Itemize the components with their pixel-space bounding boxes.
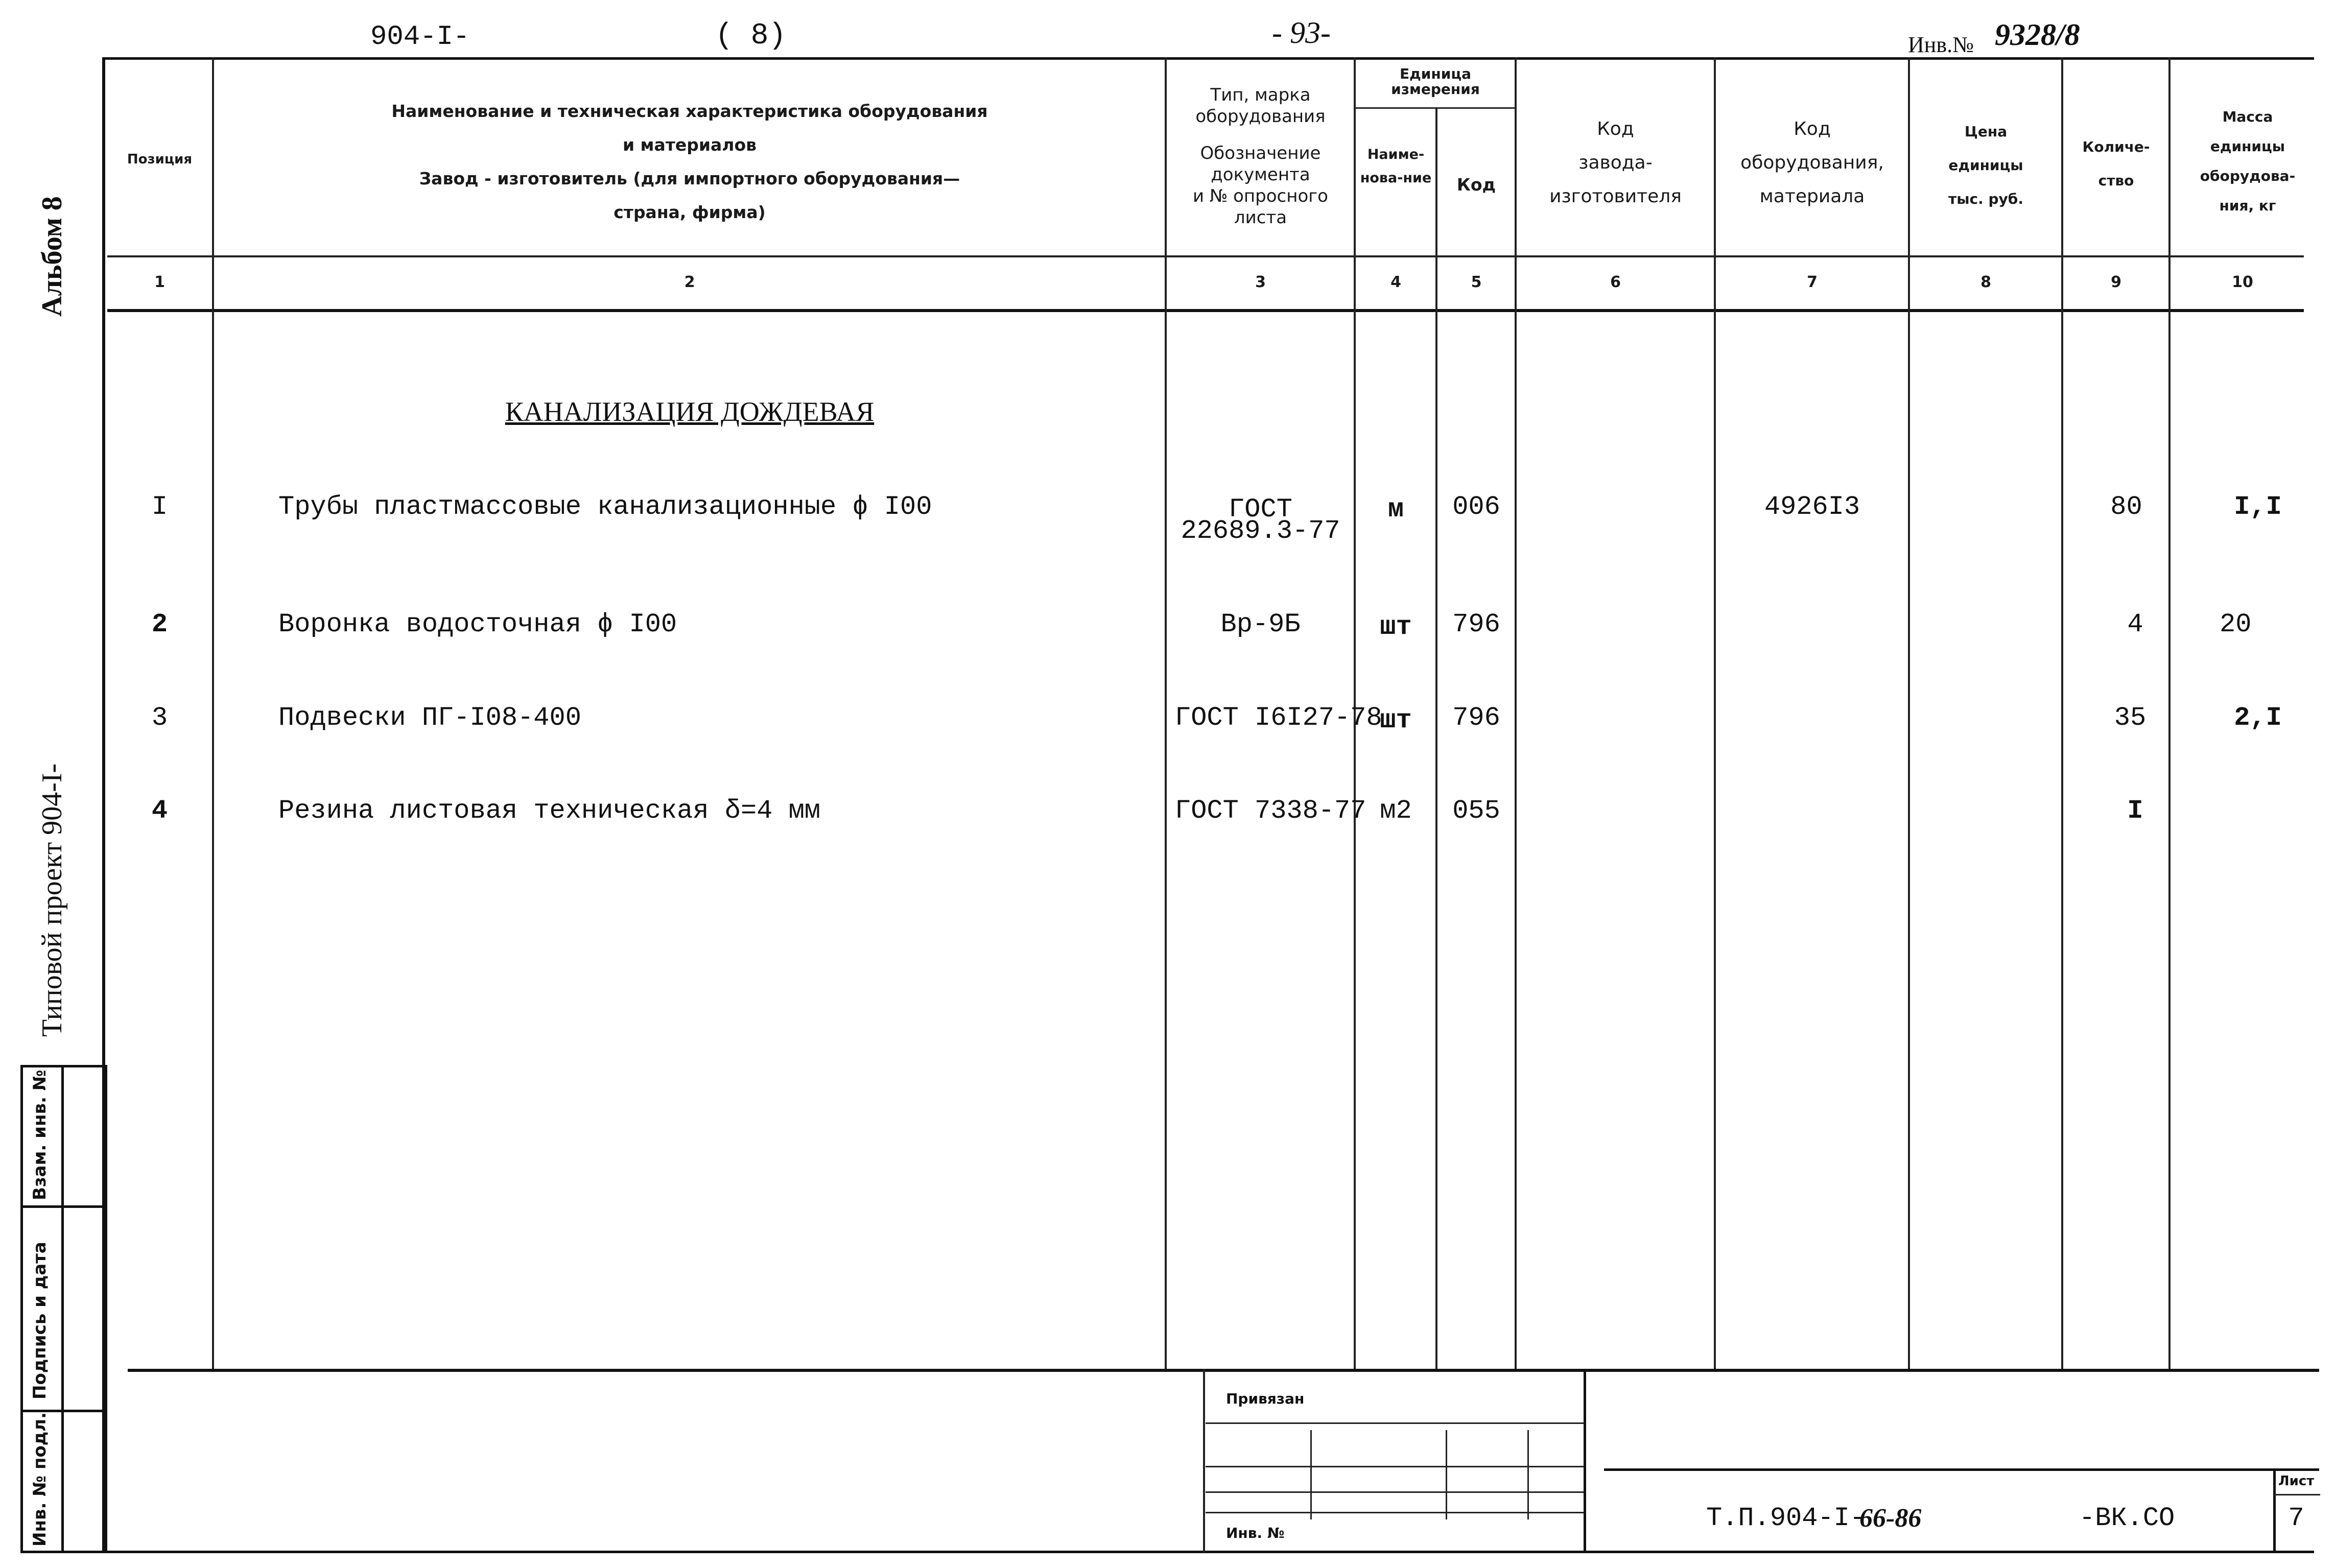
col-number: 7 (1807, 273, 1818, 291)
project-side-label: Типовой проект 904-I- (36, 763, 68, 1037)
header-mass: Масса единицы оборудова- ния, кг (2200, 108, 2296, 214)
row-quantity: I (2127, 796, 2143, 826)
stamp-privyazan: Привязан (1226, 1390, 1305, 1407)
sheet-number: 7 (2288, 1503, 2304, 1533)
inventory-label: Инв.№ (1908, 32, 1974, 57)
row-name: Трубы пластмассовые канализационные ϕ I00 (278, 492, 932, 522)
row-unit-code: 006 (1452, 492, 1500, 522)
album-mark: ( 8) (715, 19, 787, 53)
header-unit-name: Наиме-нова-ние (1360, 147, 1432, 186)
row-name: Резина листовая техническая δ=4 мм (278, 796, 820, 826)
col-number: 10 (2232, 273, 2253, 291)
row-position: 2 (151, 609, 168, 639)
designation-prefix: Т.П.904-I- (1706, 1503, 1866, 1533)
col-number: 4 (1390, 273, 1401, 291)
designation-suffix: -ВК.СО (2079, 1503, 2175, 1533)
designation-handwritten: 66-86 (1859, 1504, 1922, 1533)
header-mfr-code: Код завода- изготовителя (1549, 118, 1682, 207)
row-position: I (151, 492, 168, 522)
row-mass: 2,I (2234, 703, 2282, 733)
header-quantity: Количе- ство (2082, 138, 2150, 189)
stamp-inv-no: Инв. № (1226, 1525, 1285, 1541)
header-material-code: Код оборудования, материала (1740, 118, 1884, 207)
row-type: Вр-9Б (1220, 609, 1301, 639)
project-code: 904-I- (370, 21, 470, 53)
header-name: Наименование и техническая характеристика оборудования и материалов Завод - изготовитель (для импортного оборудования— страна, фирма) (391, 101, 988, 222)
header-position: Позиция (127, 152, 193, 167)
row-name: Воронка водосточная ϕ I00 (278, 609, 677, 639)
row-position: 4 (151, 796, 168, 826)
row-quantity: 80 (2110, 492, 2142, 522)
row-mass: 20 (2220, 609, 2252, 639)
row-position: 3 (151, 703, 168, 733)
row-quantity: 35 (2114, 703, 2147, 733)
row-unit: м2 (1380, 796, 1412, 826)
col-number: 8 (1980, 273, 1991, 291)
col-number: 2 (684, 273, 695, 291)
row-unit-code: 055 (1452, 796, 1500, 826)
row-mass: I,I (2234, 492, 2282, 522)
section-title: КАНАЛИЗАЦИЯ ДОЖДЕВАЯ (505, 396, 875, 427)
row-type: ГОСТ 7338-77 (1175, 796, 1366, 826)
header-unit-group: Единица измерения (1391, 65, 1480, 98)
row-name: Подвески ПГ-I08-400 (278, 703, 581, 733)
header-price: Цена единицы тыс. руб. (1948, 123, 2023, 207)
row-unit: шт (1380, 612, 1412, 642)
col-number: 9 (2111, 273, 2121, 291)
col-number: 5 (1471, 273, 1482, 291)
inventory-number: 9328/8 (1995, 18, 2080, 52)
row-type: ГОСТ I6I27-78 (1175, 703, 1382, 733)
header-unit-code: Код (1456, 175, 1496, 195)
row-type: ГОСТ (1229, 494, 1292, 525)
row-unit-code: 796 (1452, 609, 1500, 639)
row-unit-code: 796 (1452, 703, 1500, 733)
row-type-line2: 22689.3-77 (1181, 516, 1340, 546)
col-number: 3 (1255, 273, 1266, 291)
stamp-signature-date: Подпись и дата (30, 1242, 50, 1399)
row-unit: шт (1380, 705, 1412, 735)
row-material-code: 4926I3 (1764, 492, 1860, 522)
header-type: Тип, марка оборудования Обозначение документа и № опросного листа (1193, 85, 1328, 228)
stamp-replaced-inv: Взам. инв. № (30, 1070, 50, 1200)
col-number: 1 (154, 273, 165, 291)
page-number: - 93- (1272, 16, 1331, 50)
row-unit: м (1387, 494, 1404, 525)
stamp-original-inv: Инв. № подл. (30, 1412, 50, 1547)
album-side-label: Альбом 8 (36, 196, 68, 317)
row-quantity: 4 (2127, 609, 2143, 639)
col-number: 6 (1610, 273, 1621, 291)
sheet-label: Лист (2278, 1474, 2315, 1489)
